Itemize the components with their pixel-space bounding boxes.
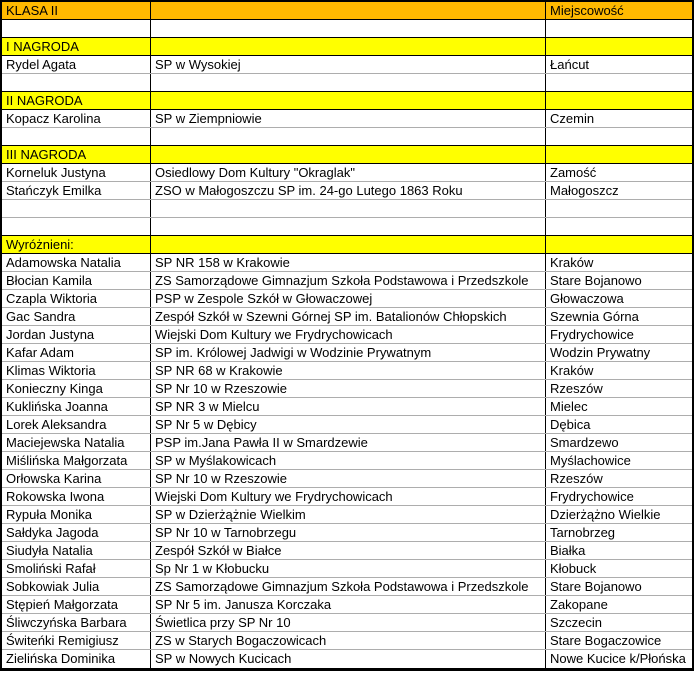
cell-place[interactable]: Tarnobrzeg [550,525,616,540]
empty-row [2,128,692,146]
table-row [2,452,692,470]
cell-name[interactable]: Orłowska Karina [2,470,151,487]
cell-name[interactable]: Maciejewska Natalia [2,434,151,451]
cell-place[interactable]: Rzeszów [550,381,603,396]
cell-school[interactable] [151,20,546,37]
table-row [2,578,692,596]
cell-name[interactable] [2,218,151,235]
cell-name[interactable]: Rypuła Monika [2,506,151,523]
cell-name[interactable]: Adamowska Natalia [2,254,151,271]
table-row [2,434,692,452]
cell-name[interactable]: Zielińska Dominika [2,650,151,668]
cell-name[interactable]: Kafar Adam [2,344,151,361]
table-row [2,182,692,200]
table-row [2,290,692,308]
cell-place[interactable]: Dębica [550,417,591,432]
cell-school[interactable]: Zespół Szkół w Białce [151,542,546,559]
table-row [2,344,692,362]
cell-place[interactable] [546,92,692,109]
cell-school[interactable]: SP w Nowych Kucicach [151,650,546,668]
cell-place[interactable]: Frydrychowice [550,489,634,504]
cell-name[interactable]: Lorek Aleksandra [2,416,151,433]
cell-name[interactable]: Stańczyk Emilka [2,182,151,199]
cell-school[interactable]: SP Nr 10 w Rzeszowie [151,470,546,487]
cell-name[interactable]: Rydel Agata [2,56,151,73]
cell-school[interactable] [151,218,546,235]
cell-name[interactable]: Miślińska Małgorzata [2,452,151,469]
cell-school[interactable]: Wiejski Dom Kultury we Frydrychowicach [151,488,546,505]
cell-name[interactable]: Wyróżnieni: [2,236,151,253]
cell-school[interactable]: SP im. Królowej Jadwigi w Wodzinie Prywatnym [151,344,546,361]
cell-school[interactable]: Wiejski Dom Kultury we Frydrychowicach [151,326,546,343]
cell-school[interactable] [151,74,546,91]
cell-name[interactable]: Śliwczyńska Barbara [2,614,151,631]
cell-place[interactable]: Wodzin Prywatny [550,345,651,360]
cell-name[interactable]: Korneluk Justyna [2,164,151,181]
cell-name[interactable]: Rokowska Iwona [2,488,151,505]
cell-school[interactable]: SP w Ziempniowie [151,110,546,127]
cell-name[interactable] [2,74,151,91]
cell-school[interactable]: SP Nr 5 w Dębicy [151,416,546,433]
cell-name[interactable]: III NAGRODA [2,146,151,163]
cell-school[interactable] [151,200,546,217]
cell-school[interactable]: SP NR 158 w Krakowie [151,254,546,271]
cell-school[interactable] [151,128,546,145]
cell-place[interactable]: Głowaczowa [550,291,624,306]
cell-place[interactable]: Kłobuck [550,561,597,576]
cell-name[interactable]: Kuklińska Joanna [2,398,151,415]
table-row [2,272,692,290]
cell-name[interactable]: I NAGRODA [2,38,151,55]
cell-school[interactable]: PSP im.Jana Pawła II w Smardzewie [151,434,546,451]
cell-place[interactable]: Małogoszcz [550,183,619,198]
cell-school[interactable]: SP NR 68 w Krakowie [151,362,546,379]
cell-school[interactable]: PSP w Zespole Szkół w Głowaczowej [151,290,546,307]
cell-name[interactable]: Czapla Wiktoria [2,290,151,307]
cell-school[interactable]: SP NR 3 w Mielcu [151,398,546,415]
cell-school[interactable] [151,236,546,253]
cell-place[interactable]: Frydrychowice [550,327,634,342]
empty-row [2,218,692,236]
cell-name[interactable]: Świteńki Remigiusz [2,632,151,649]
cell-place[interactable]: Miejscowość [550,3,624,18]
cell-place[interactable]: Zamość [550,165,597,180]
table-row [2,542,692,560]
empty-row [2,74,692,92]
cell-school[interactable] [151,146,546,163]
table-row [2,560,692,578]
cell-name[interactable]: KLASA II [2,2,151,19]
cell-place[interactable]: Nowe Kucice k/Płońska [550,651,686,666]
cell-place[interactable]: Stare Bogaczowice [550,633,662,648]
cell-school[interactable]: SP Nr 10 w Tarnobrzegu [151,524,546,541]
cell-place[interactable] [546,146,692,163]
table-row [2,380,692,398]
cell-name[interactable] [2,128,151,145]
section-header-row [2,146,692,164]
cell-place[interactable]: Kraków [550,363,594,378]
cell-name[interactable]: Błocian Kamila [2,272,151,289]
cell-place[interactable]: Dzierżążno Wielkie [550,507,661,522]
table-row [2,362,692,380]
empty-row [2,200,692,218]
cell-school[interactable]: ZS Samorządowe Gimnazjum Szkoła Podstawowa i Przedszkole [151,578,546,595]
cell-place[interactable]: Czemin [550,111,595,126]
cell-school[interactable] [151,2,546,19]
cell-place[interactable]: Łańcut [550,57,590,72]
cell-school[interactable]: SP w Wysokiej [151,56,546,73]
cell-place[interactable] [546,200,692,217]
cell-name[interactable]: Stępień Małgorzata [2,596,151,613]
cell-school[interactable]: Zespół Szkół w Szewni Górnej SP im. Batalionów Chłopskich [151,308,546,325]
cell-name[interactable]: Smoliński Rafał [2,560,151,577]
cell-place[interactable]: Szczecin [550,615,603,630]
cell-name[interactable] [2,200,151,217]
table-row [2,110,692,128]
cell-place[interactable]: Białka [550,543,586,558]
cell-name[interactable]: Kopacz Karolina [2,110,151,127]
section-header-row [2,236,692,254]
cell-school[interactable]: ZS w Starych Bogaczowicach [151,632,546,649]
empty-row [2,20,692,38]
table-row [2,506,692,524]
table-row [2,416,692,434]
table-row [2,56,692,74]
table-row [2,164,692,182]
table-row [2,254,692,272]
cell-name[interactable]: Konieczny Kinga [2,380,151,397]
cell-name[interactable]: Klimas Wiktoria [2,362,151,379]
table-row [2,488,692,506]
cell-place[interactable]: Szewnia Górna [550,309,639,324]
cell-name[interactable]: Sobkowiak Julia [2,578,151,595]
cell-place[interactable] [546,236,692,253]
cell-school[interactable]: ZS Samorządowe Gimnazjum Szkoła Podstawowa i Przedszkole [151,272,546,289]
cell-place[interactable]: Stare Bojanowo [550,579,642,594]
cell-school[interactable]: SP w Myślakowicach [151,452,546,469]
table-row [2,596,692,614]
cell-name[interactable]: Jordan Justyna [2,326,151,343]
cell-place[interactable] [546,128,692,145]
cell-school[interactable]: ZSO w Małogoszczu SP im. 24-go Lutego 1863 Roku [151,182,546,199]
cell-place[interactable] [546,74,692,91]
cell-school[interactable]: SP Nr 5 im. Janusza Korczaka [151,596,546,613]
cell-place[interactable] [546,218,692,235]
cell-name[interactable]: Sałdyka Jagoda [2,524,151,541]
section-header-row [2,2,692,20]
cell-school[interactable]: Sp Nr 1 w Kłobucku [151,560,546,577]
section-header-row [2,92,692,110]
cell-place[interactable]: Zakopane [550,597,608,612]
table-row [2,470,692,488]
cell-name[interactable]: Gac Sandra [2,308,151,325]
table-row [2,398,692,416]
cell-name[interactable]: Siudyła Natalia [2,542,151,559]
table-row [2,326,692,344]
cell-name[interactable] [2,20,151,37]
table-row [2,614,692,632]
cell-place[interactable]: Rzeszów [550,471,603,486]
cell-place[interactable]: Kraków [550,255,594,270]
cell-school[interactable]: SP w Dzierżążnie Wielkim [151,506,546,523]
cell-school[interactable] [151,38,546,55]
cell-school[interactable]: Świetlica przy SP Nr 10 [151,614,546,631]
cell-school[interactable] [151,92,546,109]
cell-place[interactable] [546,38,692,55]
cell-name[interactable]: II NAGRODA [2,92,151,109]
table-row [2,650,692,668]
table-row [2,308,692,326]
table-row [2,632,692,650]
cell-place[interactable]: Stare Bojanowo [550,273,642,288]
cell-place[interactable] [546,20,692,37]
cell-school[interactable]: SP Nr 10 w Rzeszowie [151,380,546,397]
cell-place[interactable]: Mielec [550,399,588,414]
cell-place[interactable]: Smardzewo [550,435,619,450]
table-row [2,524,692,542]
cell-school[interactable]: Osiedlowy Dom Kultury "Okraglak" [151,164,546,181]
cell-place[interactable]: Myślachowice [550,453,631,468]
section-header-row [2,38,692,56]
